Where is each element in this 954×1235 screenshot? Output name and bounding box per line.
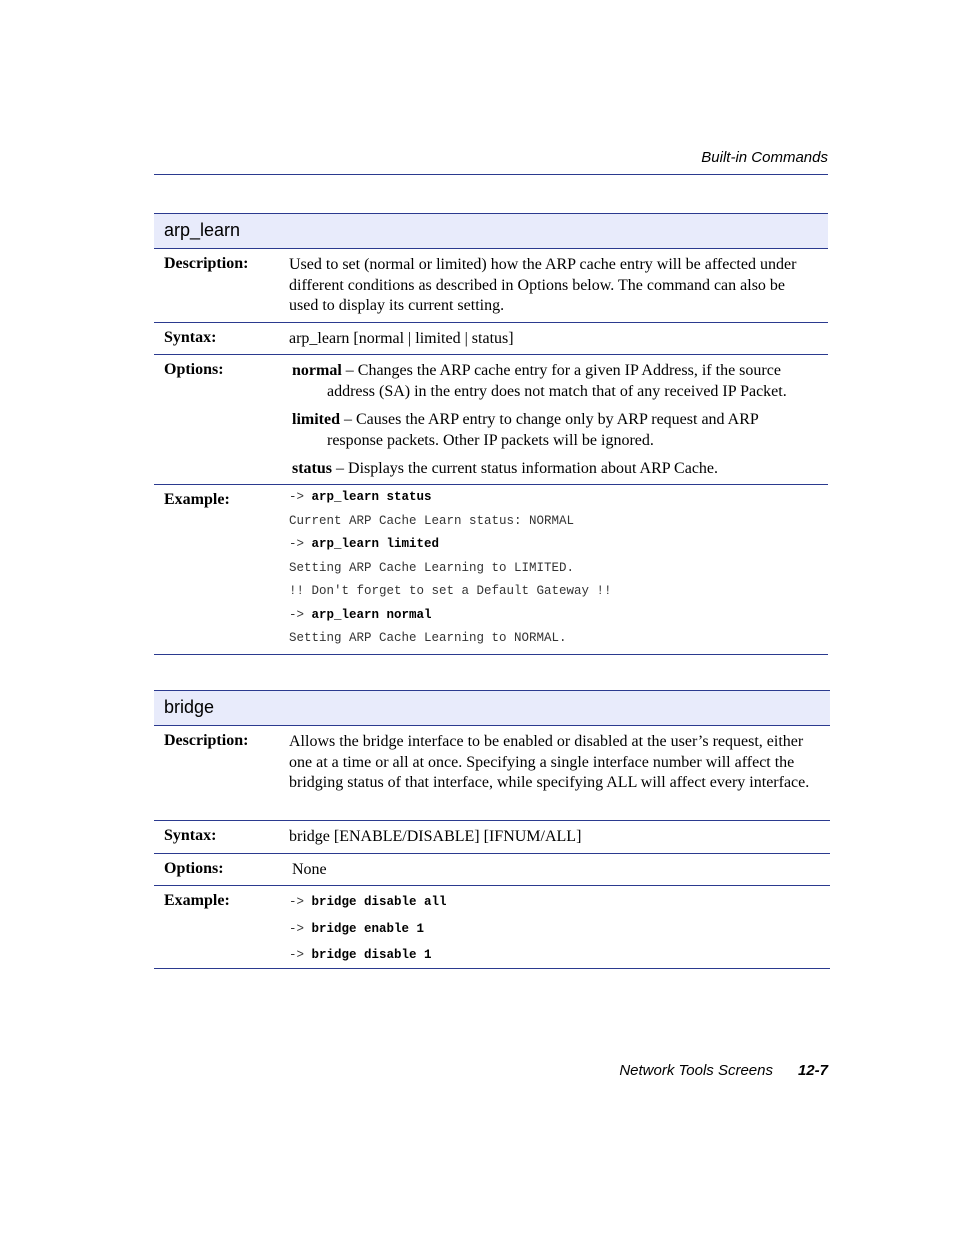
command-input: bridge disable all	[311, 895, 447, 909]
options-text: None	[292, 861, 327, 878]
options-label: Options:	[164, 361, 224, 378]
code-line	[289, 942, 820, 969]
command-input: bridge disable 1	[311, 948, 432, 962]
prompt: ->	[289, 537, 312, 551]
option-desc: – Changes the ARP cache entry for a given IP Address, if the source address (SA) in the entry does not match that of any received IP Packet.	[327, 362, 787, 400]
code-line	[289, 889, 820, 916]
command-input: bridge enable 1	[311, 921, 425, 936]
code-line	[289, 916, 820, 943]
prompt: ->	[289, 607, 312, 622]
prompt: ->	[289, 490, 312, 504]
header-title: Built-in Commands	[701, 149, 828, 166]
example-label: Example:	[164, 491, 230, 508]
options-row	[154, 355, 828, 485]
description-label: Description:	[164, 255, 249, 272]
page-header	[154, 146, 828, 175]
arp-learn-table	[154, 213, 828, 655]
code-line	[289, 486, 818, 510]
page-number: 12-7	[797, 1062, 828, 1079]
syntax-row	[154, 821, 830, 854]
code-output: !! Don't forget to set a Default Gateway !!	[289, 584, 612, 598]
description-row	[154, 726, 830, 821]
prompt: ->	[289, 895, 312, 909]
syntax-text: arp_learn [normal | limited | status]	[289, 330, 514, 347]
description-text: Used to set (normal or limited) how the ARP cache entry will be affected under different conditions as described in Options below. The command can also be used to display its current setting.	[289, 256, 797, 314]
command-title: bridge	[154, 690, 830, 726]
option-term: status	[292, 460, 333, 477]
option-item	[289, 410, 818, 451]
example-code	[289, 485, 828, 654]
command-input: arp_learn status	[311, 490, 432, 504]
options-label: Options:	[164, 860, 224, 877]
description-row	[154, 249, 828, 323]
command-input: arp_learn limited	[311, 537, 440, 551]
option-term: normal	[292, 362, 342, 379]
code-output: Setting ARP Cache Learning to LIMITED.	[289, 560, 575, 575]
example-code	[289, 886, 830, 968]
code-line	[289, 533, 818, 557]
syntax-label: Syntax:	[164, 329, 217, 346]
syntax-text: bridge [ENABLE/DISABLE] [IFNUM/ALL]	[289, 828, 582, 845]
code-output: Current ARP Cache Learn status: NORMAL	[289, 513, 575, 528]
option-term: limited	[292, 411, 340, 428]
option-item	[289, 459, 818, 480]
option-desc: – Displays the current status information about ARP Cache.	[332, 460, 719, 477]
page-footer	[154, 1060, 828, 1082]
prompt: ->	[289, 948, 312, 962]
example-row	[154, 485, 828, 655]
syntax-label: Syntax:	[164, 827, 217, 844]
example-row	[154, 886, 830, 969]
description-label: Description:	[164, 732, 249, 749]
prompt: ->	[289, 921, 312, 936]
options-list	[289, 355, 828, 484]
code-output: Setting ARP Cache Learning to NORMAL.	[289, 631, 567, 645]
syntax-row	[154, 323, 828, 355]
command-input: arp_learn normal	[311, 607, 432, 622]
command-title: arp_learn	[154, 213, 828, 249]
footer-section-title: Network Tools Screens	[619, 1062, 773, 1079]
options-row	[154, 854, 830, 886]
option-item	[289, 361, 818, 402]
bridge-table	[154, 690, 830, 969]
example-label: Example:	[164, 892, 230, 909]
option-desc: – Causes the ARP entry to change only by ARP request and ARP response packets. Other IP packets will be ignored.	[327, 411, 759, 449]
code-line	[289, 604, 818, 628]
description-text: Allows the bridge interface to be enabled or disabled at the user’s request, either one at a time or all at once. Specifying a single interface number will affect the bridging status of that interface, while specifying ALL will affect every interface.	[289, 733, 810, 791]
